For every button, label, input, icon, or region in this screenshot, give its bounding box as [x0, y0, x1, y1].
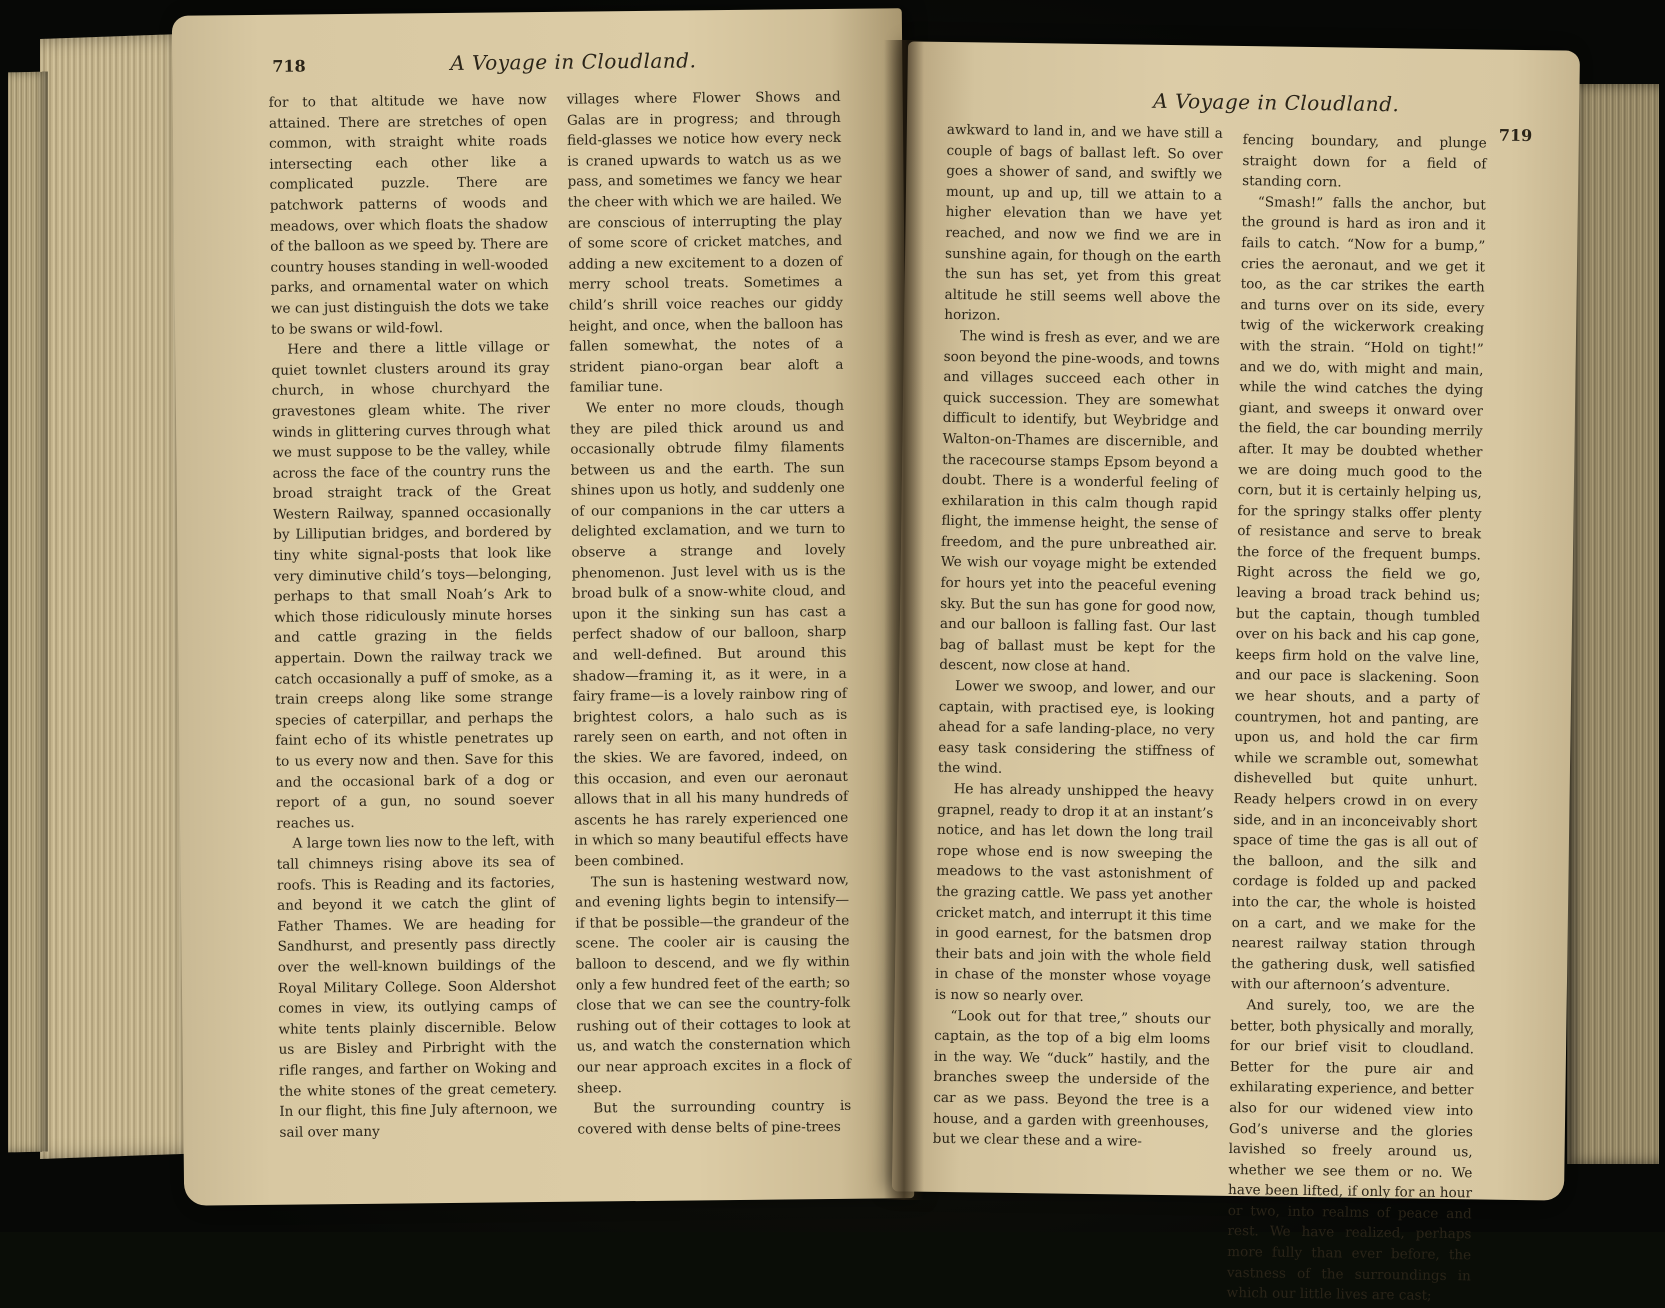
text-column-right	[567, 87, 852, 1140]
paragraph: “Look out for that tree,” shouts our captain, as the top of a big elm looms in the way. We “duck” hastily, and the branches sweep the underside of the car as we pass. Beyond the tree is a house, and a garden with greenhouses, but we clear these and a wire-	[932, 1007, 1211, 1150]
paragraph: villages where Flower Shows and Galas are in progress; and through field-glasses we notice how every neck is craned upwards to watch us as we pass, and sometimes we fancy we hear the cheer with which we are hailed. We are conscious of interrupting the play of some score of cricket matches, and adding a new excitement to a dozen of merry school treats. Sometimes a child’s shrill voice reaches our giddy height, and once, when the balloon has fallen somewhat, the notes of a strident piano-organ bear aloft a familiar tune.	[566, 88, 844, 397]
text-column-right	[1226, 130, 1486, 1307]
paragraph: But the surrounding country is covered with dense belts of pine-trees	[577, 1097, 852, 1138]
text-column-left	[269, 90, 558, 1143]
paragraph: “Smash!” falls the anchor, but the ground is hard as iron and it fails to catch. “Now for a bump,” cries the aeronaut, and we get it too, as the car strikes the earth and turns over on its side, every twig of the wickerwork creaking with the strain. “Hold on tight!” and we do, with might and main, while the wind catches the dying giant, and sweeps it onward over the field, the car bounding merrily after. It may be doubted whether we are doing much good to the corn, but it is certainly helping us, for the springy stalks offer plenty of resistance and serve to break the force of the frequent bumps. Right across the field we go, leaving a broad track behind us; but the captain, though tumbled over on his back and his cap gone, keeps firm hold on the valve line, and our pace is slackening. Soon we hear shouts, and a party of countrymen, hot and panting, are upon us, and hold the car firm while we scramble out, somewhat dishevelled but quite unhurt. Ready helpers crowd in on every side, and in an inconceivably short space of time the gas is all out of the balloon, and the silk and cordage is folded up and packed into the car, the whole is hoisted on a cart, and we make for the nearest railway station through the gathering dusk, well satisfied with our afternoon’s adventure.	[1230, 194, 1486, 996]
running-head: A Voyage in Cloudland.	[450, 48, 697, 75]
paragraph: fencing boundary, and plunge straight down for a field of standing corn.	[1242, 132, 1487, 191]
running-head: A Voyage in Cloudland.	[1153, 88, 1400, 117]
page-number: 719	[1498, 125, 1533, 146]
book-edge-right	[1567, 84, 1659, 1164]
paragraph: for to that altitude we have now attained. There are stretches of open common, with straight white roads intersecting each other like a complicated puzzle. There are patchwork patterns of woods and meadows, over which floats the shadow of the balloon as we speed by. There are country houses standing in well-wooded parks, and ornamental water on which we can just distinguish the dots we take to be swans or wild-fowl.	[268, 91, 549, 338]
paragraph: Lower we swoop, and lower, and our captain, with practised eye, is looking ahead for a safe landing-place, no very easy task considering the stiffness of the wind.	[937, 678, 1216, 778]
left-page	[172, 8, 914, 1206]
right-page	[892, 41, 1580, 1305]
paragraph: The sun is hastening westward now, and evening lights begin to intensify—if that be possible—the grandeur of the scene. The cooler air is causing the balloon to descend, and we fly within only a few hundred feet of the earth; so close that we can see the country-folk rushing out of their cottages to look at us, and watch the consternation which our near approach excites in a flock of sheep.	[575, 871, 851, 1097]
paragraph: Here and there a little village or quiet townlet clusters around its gray church, in whose churchyard the gravestones gleam white. The river winds in glittering curves through what we must suppose to be the valley, while across the face of the country runs the broad straight track of the Great Western Railway, spanned occasionally by Lilliputian bridges, and bordered by tiny white signal-posts that look like very diminutive child’s toys—belonging, perhaps to that small Noah’s Ark to which those ridiculously minute horses and cattle grazing in the fields appertain. Down the railway track we catch occasionally a puff of smoke, as a train creeps along like some strange species of caterpillar, and perhaps the faint echo of its whistle penetrates up to us every now and then. Save for this and the occasional bark of a dog or report of a gun, no sound soever reaches us.	[271, 339, 555, 832]
paragraph: We enter no more clouds, though they are piled thick around us and occasionally obtrude filmy filaments between us and the earth. The sun shines upon us hotly, and suddenly one of our companions in the car utters a delighted exclamation, and we turn to observe a strange and lovely phenomenon. Just level with us is the broad bulk of a snow-white cloud, and upon it the sinking sun has cast a perfect shadow of our balloon, sharp and well-defined. But around this shadow—framing it, as it were, in a fairy frame—is a lovely rainbow ring of brightest colors, a halo such as is rarely seen on earth, and not often in the skies. We are favored, indeed, on this occasion, and even our aeronaut allows that in all his many hundreds of ascents he has rarely experienced one in which so many beautiful effects have been combined.	[570, 397, 849, 870]
paragraph: The wind is fresh as ever, and we are soon beyond the pine-woods, and towns and villages succeed each other in quick succession. They are somewhat difficult to identify, but Weybridge and Walton-on-Thames are discernible, and the racecourse stamps Epsom beyond a doubt. There is a wonderful feeling of exhilaration in this calm though rapid flight, the immense height, the sense of freedom, and the pure unbreathed air. We wish our voyage might be extended for hours yet into the peaceful evening sky. But the sun has gone for good now, and our balloon is falling fast. Our last bag of ballast must be kept for the descent, now close at hand.	[939, 328, 1221, 676]
paragraph: A large town lies now to the left, with tall chimneys rising above its sea of roofs. This is Reading and its factories, and beyond it we catch the glint of Father Thames. We are heading for Sandhurst, and presently pass directly over the well-known buildings of the Royal Military College. Soon Aldershot comes in view, its outlying camps of white tents plainly discernible. Below us are Bisley and Pirbright with the rifle ranges, and farther on Woking and the white stones of the great cemetery. In our flight, this fine July afternoon, we sail over many	[276, 833, 558, 1141]
book-edge-left	[8, 72, 48, 1153]
text-column-left	[933, 120, 1223, 1153]
paragraph: And surely, too, we are the better, both physically and morally, for our brief visit to cloudland. Better for the pure air and exhilarating experience, and better also for our widened view into God’s universe and the glories lavished so freely around us, whether we see them or no. We have been lifted, if only for an hour or two, into realms of peace and rest. We have realized, perhaps more fully than ever before, the vastness of the surroundings in which our little lives are cast;	[1226, 997, 1475, 1305]
paragraph: awkward to land in, and we have still a couple of bags of ballast left. So over goes a shower of sand, and swiftly we mount, up and up, till we attain to a higher elevation than we have yet reached, and now we find we are in sunshine again, for though on the earth the sun has set, yet from this great altitude he still seems well above the horizon.	[944, 121, 1223, 325]
paragraph: He has already unshipped the heavy grapnel, ready to drop it at an instant’s notice, and has let down the long trail rope whose end is now sweeping the meadows to the vast astonishment of the grazing cattle. We pass yet another cricket match, and interrupt it this time in good earnest, for the batsmen drop their bats and join with the whole field in chase of the monster whose voyage is now so nearly over.	[934, 781, 1214, 1005]
page-number: 718	[272, 56, 306, 76]
